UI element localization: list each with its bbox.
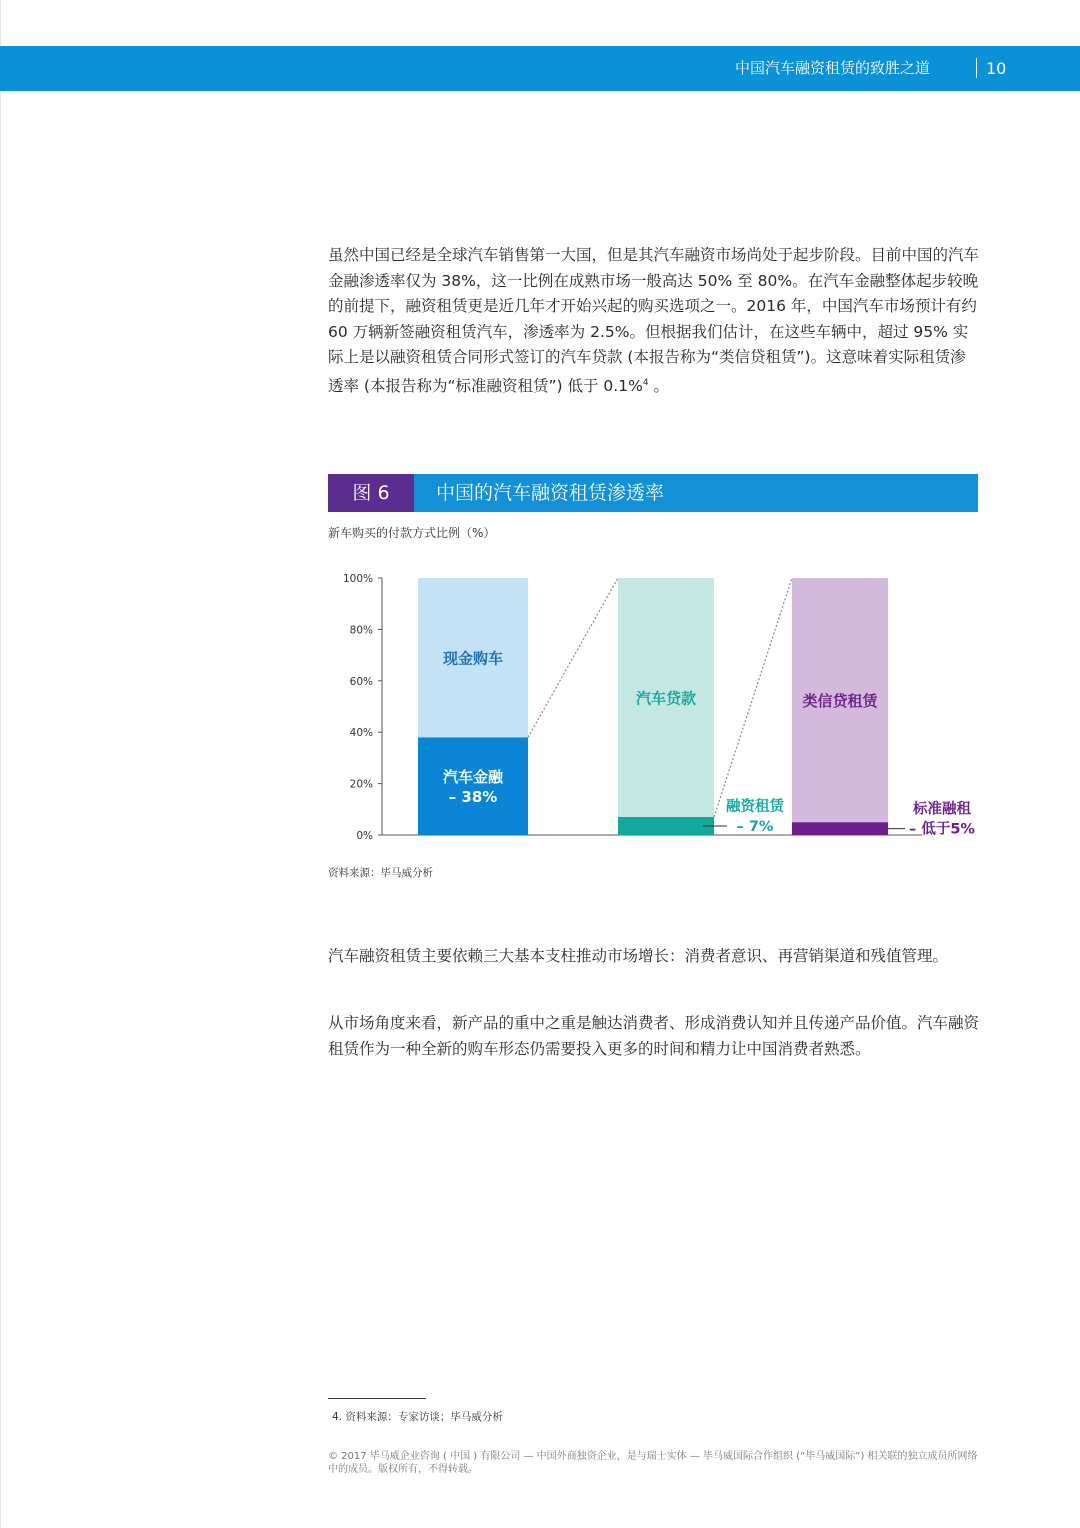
connector-line bbox=[714, 578, 792, 817]
bar-segment-2-0 bbox=[792, 822, 888, 835]
header-bar: 中国汽车融资租赁的致胜之道 10 bbox=[0, 46, 1080, 91]
figure-number: 图 6 bbox=[328, 474, 414, 512]
segment-label: 现金购车 bbox=[442, 649, 504, 668]
figure-title: 中国的汽车融资租赁渗透率 bbox=[414, 474, 978, 512]
copyright-notice: © 2017 毕马威企业咨询 ( 中国 ) 有限公司 — 中国外商独资企业，是与瑞士实体 — 毕马威国际合作组织 (“毕马威国际”) 相关联的独立成员所网络中的成员。版权所有，不得转载。 bbox=[328, 1451, 978, 1475]
segment-label: 类信贷租赁 bbox=[802, 692, 878, 711]
document-title: 中国汽车融资租赁的致胜之道 bbox=[734, 59, 930, 77]
connector-line bbox=[528, 578, 618, 737]
segment-label: 汽车金融 bbox=[442, 768, 504, 787]
footnote-ref[interactable]: 4 bbox=[642, 377, 649, 388]
pillars-paragraph: 汽车融资租赁主要依赖三大基本支柱推动市场增长：消费者意识、再营销渠道和残值管理。 bbox=[328, 947, 949, 965]
bar-segment-1-0 bbox=[618, 817, 714, 835]
segment-label: 汽车贷款 bbox=[635, 689, 697, 708]
market-paragraph: 从市场角度来看，新产品的重中之重是触达消费者、形成消费认知并且传递产品价值。汽车融资租赁作为一种全新的购车形态仍需要投入更多的时间和精力让中国消费者熟悉。 bbox=[328, 1014, 980, 1058]
y-tick-label: 40% bbox=[349, 727, 373, 740]
y-tick-label: 60% bbox=[349, 675, 373, 688]
y-tick-label: 0% bbox=[356, 830, 373, 842]
y-tick-label: 20% bbox=[349, 778, 373, 791]
segment-label: – 38% bbox=[448, 788, 498, 807]
segment-label: 融资租赁 bbox=[726, 799, 784, 816]
footnote: 4. 资料来源：专家访谈；毕马威分析 bbox=[332, 1411, 503, 1423]
y-tick-label: 100% bbox=[342, 573, 373, 585]
y-tick-label: 80% bbox=[349, 624, 373, 637]
footnote-divider bbox=[328, 1398, 426, 1399]
chart-subtitle: 新车购买的付款方式比例（%） bbox=[328, 526, 496, 540]
segment-label: 标准融租 bbox=[913, 801, 971, 818]
segment-label: – 7% bbox=[736, 819, 774, 836]
chart-source: 资料来源：毕马威分析 bbox=[328, 867, 433, 879]
intro-paragraph: 虽然中国已经是全球汽车销售第一大国，但是其汽车融资市场尚处于起步阶段。目前中国的汽车金融渗透率仅为 38%，这一比例在成熟市场一般高达 50% 至 80%。在汽车金融整体起步较晚的前提下，融资租赁更是近几年才开始兴起的购买选项之一。2016 年，中国汽车市场预计有约 60 万辆新签融资租赁汽车，渗透率为 2.5%。但根据我们估计，在这些车辆中，超过 95% 实际上是以融资租赁合同形式签订的汽车贷款 (本报告称为“类信贷租赁”)。这意味着实际租赁渗透率 (本报告称为“标准融资租赁”) 低于 0.1%$^4$ 。 bbox=[328, 246, 980, 395]
segment-label: – 低于5% bbox=[909, 821, 975, 838]
